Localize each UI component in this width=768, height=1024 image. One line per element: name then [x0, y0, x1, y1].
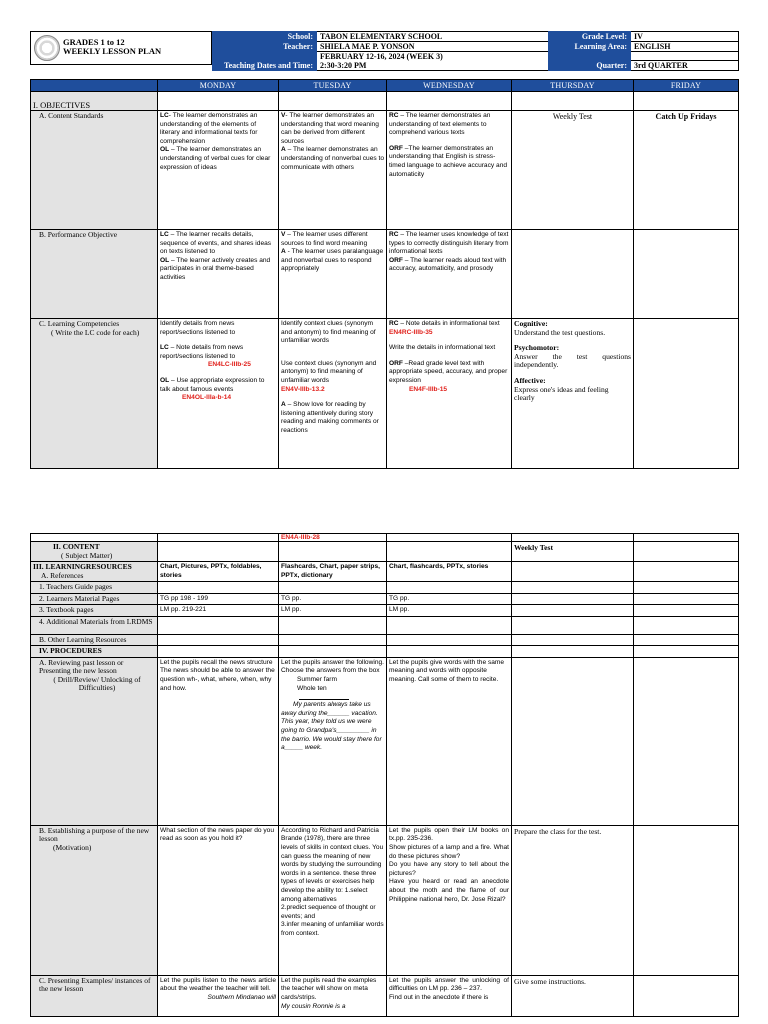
- dates-line1: FEBRUARY 12-16, 2024 (WEEK 3): [320, 52, 443, 61]
- proc-c-tue: Let the pupils read the examples the teacher will show on meta cards/strips. My cousin Ronnie is a: [279, 975, 387, 1016]
- day-wednesday: WEDNESDAY: [387, 80, 512, 92]
- references-label: A. References: [41, 570, 84, 580]
- other-mon: [158, 634, 279, 646]
- content-fri: [634, 542, 739, 562]
- proc-wed-blank: [387, 646, 512, 658]
- performance-objective-label: B. Performance Objective: [31, 230, 158, 319]
- grade-spacer-value: [631, 52, 739, 61]
- proc-a-title: A. Reviewing past lesson or Presenting the new lesson: [39, 657, 124, 676]
- day-tuesday: TUESDAY: [279, 80, 387, 92]
- word-box-2: Whole ten: [297, 684, 327, 692]
- proc-b-tue: According to Richard and Patricia Brande (1978), there are three levels of skills in context clues. You can guess the meaning of new words by studying the surrounding words in a sentence. these three types of levels or exercises help develop the ability to: 1.select among alternatives 2.predict sequence of thought or events; and 3.infer meaning of unfamiliar words from context.: [279, 825, 387, 975]
- cs-tuesday: V- The learner demonstrates an understanding that word meaning can be derived from different sources A – The learner demonstrates an understanding of nonverbal cues to communicate with others: [279, 111, 387, 230]
- teacher-value: SHIELA MAE P. YONSON: [317, 42, 549, 52]
- proc-b-thu: Prepare the class for the test.: [512, 825, 634, 975]
- resources-fri: [634, 562, 739, 582]
- proc-tue-blank: [279, 646, 387, 658]
- school-label: School:: [213, 32, 317, 42]
- additional-materials-label: 4. Additional Materials from LRDMS: [31, 616, 158, 634]
- proc-a-wed: Let the pupils give words with the same meaning and words with opposite meaning. Call some of them to recite.: [387, 657, 512, 825]
- cs-thursday: Weekly Test: [512, 111, 634, 230]
- po-friday: [634, 230, 739, 319]
- tg-tue: TG pp.: [279, 593, 387, 605]
- textbook-label: 3. Textbook pages: [31, 605, 158, 617]
- teachers-guide-label: 1. Teachers Guide pages: [31, 582, 158, 594]
- subject-matter: ( Subject Matter): [61, 550, 113, 560]
- lm-mon: LM pp. 219-221: [158, 605, 279, 617]
- dates-label: Teaching Dates and Time:: [213, 52, 317, 71]
- grade-value: IV: [631, 32, 739, 42]
- proc-b-wed: Let the pupils open their LM books on tx.pp. 235-236. Show pictures of a lamp and a fire. What do these pictures show? Do you have any story to tell about the pictures? Have you heard or read an anecdote about the moth and the flame of our Philippine national hero, Dr. Jose Rizal?: [387, 825, 512, 975]
- resources-wed: Chart, flashcards, PPTx, stories: [387, 562, 512, 582]
- proc-thu-blank: [512, 646, 634, 658]
- proc-c-fri: [634, 975, 739, 1016]
- dates-value: [317, 52, 549, 71]
- proc-b-label: [31, 825, 158, 975]
- po-wednesday: RC – The learner uses knowledge of text types to correctly distinguish literary from informational texts ORF – The learner reads aloud text with accuracy, automaticity, and prosody: [387, 230, 512, 319]
- proc-a-note: ( Drill/Review/ Unlocking of Difficulties): [53, 674, 141, 693]
- content-mon: [158, 542, 279, 562]
- word-box-line: [299, 699, 349, 700]
- tg-mon-blank: [158, 582, 279, 594]
- tb-fri-blank: [634, 605, 739, 617]
- resources-thu: [512, 562, 634, 582]
- proc-a-mon: Let the pupils recall the news structure The news should be able to answer the question wh-, what, where, when, why and how.: [158, 657, 279, 825]
- add-thu: [512, 616, 634, 634]
- lm-wed: LM pp.: [387, 605, 512, 617]
- po-tuesday: V – The learner uses different sources to find word meaning A - The learner uses paralanguage and nonverbal cues to respond appropriately: [279, 230, 387, 319]
- proc-c-wed: Let the pupils answer the unlocking of difficulties on LM pp. 236 – 237. Find out in the anecdote if there is: [387, 975, 512, 1016]
- objectives-table: [30, 79, 739, 469]
- proc-b-mon: What section of the news paper do you read as soon as you hold it?: [158, 825, 279, 975]
- dates-line2: 2:30-3:20 PM: [320, 61, 367, 70]
- tg-wed: TG pp.: [387, 593, 512, 605]
- obj-tue-blank: [279, 92, 387, 111]
- lc-friday: [634, 319, 739, 469]
- resources-title: III. LEARNINGRESOURCES: [33, 562, 132, 571]
- proc-b-title: B. Establishing a purpose of the new lesson: [39, 825, 150, 844]
- proc-c-mon: Let the pupils listen to the news article about the weather the teacher will tell. Southern Mindanao will: [158, 975, 279, 1016]
- lm-tue: LM pp.: [279, 605, 387, 617]
- header-grade-table: [548, 31, 739, 71]
- quarter-value: 3rd QUARTER: [631, 61, 739, 71]
- header-grades: GRADES 1 to 12: [63, 37, 125, 47]
- proc-b-note: (Motivation): [53, 842, 92, 852]
- p2-top-wed: [387, 534, 512, 542]
- lc-monday: Identify details from news report/sections listened to LC – Note details from news report/sections listened to EN4LC-IIIb-25 OL – Use appropriate expression to talk about famous events EN4OL-IIIa-b-14: [158, 319, 279, 469]
- lc-tuesday: Identify context clues (synonym and antonym) to find meaning of unfamiliar words Use context clues (synonym and antonym) to find meaning of unfamiliar words EN4V-IIIb-13.2 A – Show love for reading by listening attentively during story reading and making comments or reactions: [279, 319, 387, 469]
- p2-top-mon: [158, 534, 279, 542]
- day-header-blank: [31, 80, 158, 92]
- lm-fri-blank: [634, 593, 739, 605]
- add-tue: [279, 616, 387, 634]
- proc-a-label: [31, 657, 158, 825]
- other-fri: [634, 634, 739, 646]
- p2-top-fri: [634, 534, 739, 542]
- cs-monday: LC- The learner demonstrates an understanding of the elements of literary and informational texts for comprehension OL – The learner demonstrates an understanding of verbal cues for clear expression of ideas: [158, 111, 279, 230]
- tue-code-top: EN4A-IIIb-28: [279, 534, 387, 542]
- po-thursday: [512, 230, 634, 319]
- proc-a-thu: [512, 657, 634, 825]
- resources-label: [31, 562, 158, 582]
- grade-spacer: [549, 52, 631, 61]
- lc-wednesday: RC – Note details in informational text EN4RC-IIIb-35 Write the details in informational text ORF –Read grade level text with appropriate speed, accuracy, and proper expression EN4F-IIIb-15: [387, 319, 512, 469]
- proc-c-label: C. Presenting Examples/ instances of the new lesson: [31, 975, 158, 1016]
- proc-b-fri: [634, 825, 739, 975]
- procedures-label: IV. PROCEDURES: [31, 646, 158, 658]
- lc-code-mon-1: EN4LC-IIIb-25: [208, 361, 251, 369]
- cs-wednesday: RC – The learner demonstrates an understanding of text elements to comprehend various texts ORF –The learner demonstrates an understanding that English is stress-timed language to achieve accuracy and automaticity: [387, 111, 512, 230]
- quarter-label: Quarter:: [549, 61, 631, 71]
- tg-tue-blank: [279, 582, 387, 594]
- header-school-table: [212, 31, 549, 71]
- area-label: Learning Area:: [549, 42, 631, 52]
- other-tue: [279, 634, 387, 646]
- lc-code-wed-1: EN4RC-IIIb-35: [389, 328, 433, 336]
- tg-mon: TG pp 198 - 199: [158, 593, 279, 605]
- procedures-table: [30, 533, 739, 1017]
- other-resources-label: B. Other Learning Resources: [31, 634, 158, 646]
- lc-code-mon-2: EN4OL-IIIa-b-14: [182, 394, 232, 402]
- content-thu: Weekly Test: [512, 542, 634, 562]
- content-wed: [387, 542, 512, 562]
- objectives-heading: I. OBJECTIVES: [31, 92, 158, 111]
- lc-note: ( Write the LC code for each): [51, 327, 140, 337]
- tg-thu-blank: [512, 582, 634, 594]
- obj-wed-blank: [387, 92, 512, 111]
- school-value: TABON ELEMENTARY SCHOOL: [317, 32, 549, 42]
- header-left-box: [30, 31, 212, 65]
- day-thursday: THURSDAY: [512, 80, 634, 92]
- content-label: [31, 542, 158, 562]
- proc-a-fri: [634, 657, 739, 825]
- lc-code-tue: EN4V-IIIb-13.2: [281, 385, 325, 393]
- obj-mon-blank: [158, 92, 279, 111]
- proc-c-thu: Give some instructions.: [512, 975, 634, 1016]
- lc-thursday: Cognitive: Understand the test questions. Psychomotor: Answer the test questions independently. Affective: Express one's ideas and feeling clearly: [512, 319, 634, 469]
- header-plan-type: WEEKLY LESSON PLAN: [63, 46, 162, 56]
- p2-top-left: [31, 534, 158, 542]
- content-tue: [279, 542, 387, 562]
- learning-competencies-label: [31, 319, 158, 469]
- grade-label: Grade Level:: [549, 32, 631, 42]
- cs-friday: Catch Up Fridays: [634, 111, 739, 230]
- obj-fri-blank: [634, 92, 739, 111]
- resources-mon: Chart, Pictures, PPTx, foldables, stories: [158, 562, 279, 582]
- po-monday: LC – The learner recalls details, sequence of events, and shares ideas on texts listened to OL – The learner actively creates and participates in oral theme-based activities: [158, 230, 279, 319]
- proc-a-tue: Let the pupils answer the following. Choose the answers from the box Summer farm Whole ten My parents always take us away during the______ vacation. This year, they told us we were going to Grandpa's_________ in the barrio. We would stay there for a_____ week.: [279, 657, 387, 825]
- obj-thu-blank: [512, 92, 634, 111]
- lm-thu-blank: [512, 593, 634, 605]
- tb-thu-blank: [512, 605, 634, 617]
- word-box-1: Summer farm: [297, 676, 337, 684]
- day-monday: MONDAY: [158, 80, 279, 92]
- tg-wed-blank: [387, 582, 512, 594]
- day-friday: FRIDAY: [634, 80, 739, 92]
- content-standards-label: A. Content Standards: [31, 111, 158, 230]
- lc-code-wed-2: EN4F-IIIb-15: [409, 385, 448, 393]
- learners-material-label: 2. Learners Material Pages: [31, 593, 158, 605]
- proc-fri-blank: [634, 646, 739, 658]
- tg-fri-blank: [634, 582, 739, 594]
- area-value: ENGLISH: [631, 42, 739, 52]
- add-mon: [158, 616, 279, 634]
- add-fri: [634, 616, 739, 634]
- p2-top-thu: [512, 534, 634, 542]
- add-wed: [387, 616, 512, 634]
- proc-mon-blank: [158, 646, 279, 658]
- content-title: II. CONTENT: [53, 542, 100, 551]
- other-wed: [387, 634, 512, 646]
- lc-title: C. Learning Competencies: [39, 319, 120, 328]
- resources-tue: Flashcards, Chart, paper strips, PPTx, dictionary: [279, 562, 387, 582]
- other-thu: [512, 634, 634, 646]
- teacher-label: Teacher:: [213, 42, 317, 52]
